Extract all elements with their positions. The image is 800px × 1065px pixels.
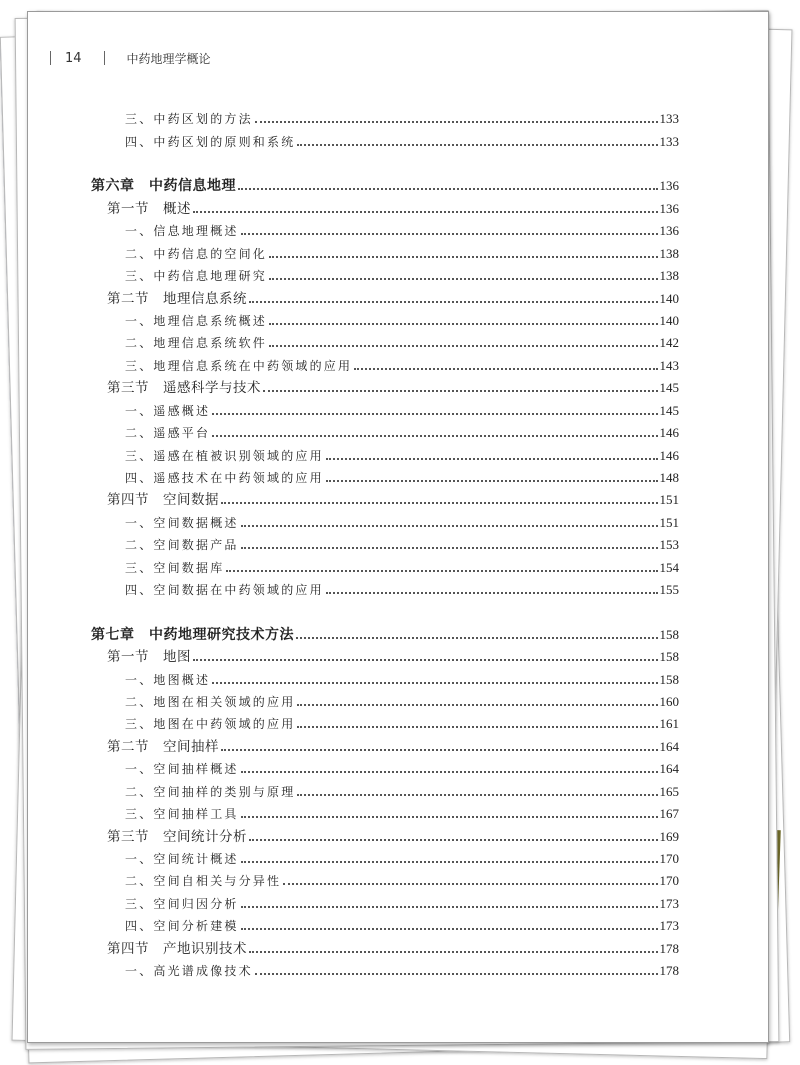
toc-item-title: 一、高光谱成像技术 — [125, 964, 253, 979]
toc-item-title: 二、中药信息的空间化 — [125, 246, 268, 261]
dot-leader — [269, 256, 657, 258]
toc-item-row[interactable] — [91, 241, 679, 263]
header-divider — [50, 51, 51, 65]
toc-item-title: 二、空间自相关与分异性 — [125, 874, 282, 889]
dot-leader — [297, 144, 657, 146]
toc-page-number: 136 — [659, 200, 679, 216]
toc-page-number: 170 — [659, 873, 679, 889]
toc-page-number: 140 — [659, 312, 679, 328]
toc-spacer — [91, 600, 679, 622]
toc-item-row[interactable] — [91, 309, 679, 331]
toc-section-row[interactable] — [91, 936, 679, 958]
toc-page-number: 161 — [659, 716, 679, 732]
toc-item-title: 一、空间数据概述 — [125, 515, 239, 530]
toc-page-number: 173 — [659, 918, 679, 934]
toc-page-number: 138 — [659, 268, 679, 284]
dot-leader — [269, 323, 657, 325]
toc-item-title: 三、遥感在植被识别领域的应用 — [125, 448, 324, 463]
toc-item-row[interactable] — [91, 891, 679, 913]
dot-leader — [326, 458, 658, 460]
dot-leader — [269, 278, 657, 280]
dot-leader — [255, 121, 658, 123]
dot-leader — [269, 345, 657, 347]
toc-item-title: 四、空间分析建模 — [125, 919, 239, 934]
table-of-contents — [91, 107, 679, 981]
toc-page-number: 155 — [659, 582, 679, 598]
toc-item-row[interactable] — [91, 959, 679, 981]
toc-item-row[interactable] — [91, 667, 679, 689]
toc-section-title: 第二节 地理信息系统 — [107, 290, 247, 307]
toc-page-number: 164 — [659, 761, 679, 777]
dot-leader — [241, 233, 658, 235]
toc-page-number: 146 — [659, 425, 679, 441]
toc-section-title: 第三节 遥感科学与技术 — [107, 380, 261, 397]
page-number: 14 — [65, 50, 82, 66]
toc-page-number: 170 — [659, 851, 679, 866]
toc-item-title: 二、空间抽样的类别与原理 — [125, 784, 296, 799]
toc-page-number: 136 — [659, 223, 679, 239]
toc-item-title: 二、地图在相关领域的应用 — [125, 694, 296, 709]
toc-item-title: 一、地图概述 — [125, 672, 211, 687]
toc-item-title: 三、空间归因分析 — [125, 896, 239, 911]
toc-item-row[interactable] — [91, 533, 679, 555]
toc-spacer — [91, 152, 679, 174]
toc-page-number: 145 — [659, 380, 679, 396]
dot-leader — [326, 592, 658, 594]
dot-leader — [212, 435, 657, 437]
toc-chapter-row[interactable] — [91, 622, 679, 644]
toc-item-title: 一、遥感概述 — [125, 403, 211, 418]
toc-item-title: 三、地图在中药领域的应用 — [125, 717, 296, 732]
dot-leader — [238, 188, 658, 190]
toc-page-number: 142 — [659, 335, 679, 351]
toc-page-number: 173 — [659, 895, 679, 911]
toc-item-title: 三、空间数据库 — [125, 560, 225, 575]
toc-item-title: 一、空间抽样概述 — [125, 762, 239, 777]
toc-section-title: 第一节 概述 — [107, 200, 191, 217]
dot-leader — [296, 637, 658, 639]
dot-leader — [263, 390, 658, 392]
dot-leader — [241, 928, 658, 930]
toc-item-row[interactable] — [91, 690, 679, 712]
toc-page-number: 164 — [659, 738, 679, 754]
toc-page-number: 178 — [659, 963, 679, 979]
running-header — [50, 47, 211, 69]
toc-page-number: 133 — [659, 133, 679, 149]
toc-item-row[interactable] — [91, 264, 679, 286]
toc-item-row[interactable] — [91, 466, 679, 488]
toc-section-row[interactable] — [91, 286, 679, 308]
toc-item-row[interactable] — [91, 331, 679, 353]
toc-page-number: 143 — [659, 357, 679, 373]
dot-leader — [297, 726, 657, 728]
toc-section-row[interactable] — [91, 196, 679, 218]
toc-item-title: 三、地理信息系统在中药领域的应用 — [125, 358, 353, 373]
toc-item-row[interactable] — [91, 914, 679, 936]
toc-item-title: 三、空间抽样工具 — [125, 807, 239, 822]
toc-page-number: 169 — [659, 828, 679, 844]
toc-page-number: 133 — [659, 111, 679, 127]
toc-item-title: 二、空间数据产品 — [125, 538, 239, 553]
toc-item-row[interactable] — [91, 510, 679, 532]
toc-item-row[interactable] — [91, 712, 679, 734]
toc-page-number: 140 — [659, 290, 679, 306]
dot-leader — [241, 861, 658, 863]
toc-page-number: 151 — [659, 514, 679, 530]
toc-item-title: 一、信息地理概述 — [125, 224, 239, 239]
toc-page-number: 153 — [659, 537, 679, 553]
book-title: 中药地理学概论 — [126, 51, 211, 66]
toc-item-row[interactable] — [91, 353, 679, 375]
toc-page-number: 148 — [659, 470, 679, 485]
dot-leader — [297, 704, 657, 706]
toc-item-row[interactable] — [91, 219, 679, 241]
dot-leader — [241, 525, 658, 527]
dot-leader — [249, 301, 658, 303]
toc-item-title: 四、中药区划的原则和系统 — [125, 134, 296, 149]
toc-section-row[interactable] — [91, 645, 679, 667]
toc-item-row[interactable] — [91, 555, 679, 577]
toc-section-title: 第四节 空间数据 — [107, 492, 219, 509]
toc-page-number: 158 — [659, 671, 679, 687]
dot-leader — [249, 951, 658, 953]
toc-item-title: 四、空间数据在中药领域的应用 — [125, 583, 324, 598]
toc-section-title: 第四节 产地识别技术 — [107, 940, 247, 957]
toc-chapter-title: 第六章 中药信息地理 — [91, 178, 236, 195]
toc-item-title: 一、空间统计概述 — [125, 852, 239, 866]
dot-leader — [221, 502, 658, 504]
toc-section-title: 第一节 地图 — [107, 649, 191, 666]
toc-page-number: 154 — [659, 559, 679, 575]
toc-item-row[interactable] — [91, 869, 679, 891]
toc-item-title: 一、地理信息系统概述 — [125, 313, 268, 328]
toc-item-row[interactable] — [91, 757, 679, 779]
toc-item-row[interactable] — [91, 398, 679, 420]
toc-page-number: 145 — [659, 402, 679, 418]
dot-leader — [193, 211, 658, 213]
dot-leader — [212, 413, 657, 415]
toc-section-title: 第三节 空间统计分析 — [107, 828, 247, 845]
toc-item-row[interactable] — [91, 129, 679, 151]
dot-leader — [226, 570, 657, 572]
toc-chapter-row[interactable] — [91, 174, 679, 196]
dot-leader — [283, 883, 657, 885]
dot-leader — [255, 973, 658, 975]
toc-item-row[interactable] — [91, 847, 679, 869]
toc-item-row[interactable] — [91, 779, 679, 801]
toc-page-number: 178 — [659, 940, 679, 956]
toc-item-row[interactable] — [91, 578, 679, 600]
toc-item-title: 三、中药区划的方法 — [125, 112, 253, 127]
toc-section-row[interactable] — [91, 376, 679, 398]
toc-chapter-title: 第七章 中药地理研究技术方法 — [91, 626, 294, 643]
toc-item-row[interactable] — [91, 802, 679, 824]
dot-leader — [297, 794, 657, 796]
toc-section-row[interactable] — [91, 824, 679, 846]
toc-page-number: 165 — [659, 783, 679, 799]
dot-leader — [241, 906, 658, 908]
dot-leader — [212, 682, 657, 684]
toc-page-number: 167 — [659, 806, 679, 822]
dot-leader — [241, 771, 658, 773]
toc-section-title: 第二节 空间抽样 — [107, 738, 219, 755]
dot-leader — [241, 816, 658, 818]
toc-section-row[interactable] — [91, 488, 679, 510]
toc-page-number: 138 — [659, 245, 679, 261]
toc-item-title: 二、遥感平台 — [125, 426, 211, 441]
toc-page-number: 158 — [659, 626, 679, 642]
toc-item-title: 二、地理信息系统软件 — [125, 336, 268, 351]
toc-page-number: 151 — [659, 492, 679, 508]
toc-item-title: 四、遥感技术在中药领域的应用 — [125, 471, 324, 485]
dot-leader — [241, 547, 658, 549]
toc-page-number: 136 — [659, 178, 679, 194]
toc-item-row[interactable] — [91, 421, 679, 443]
toc-page-number: 146 — [659, 447, 679, 463]
toc-page-number: 160 — [659, 693, 679, 709]
dot-leader — [221, 749, 658, 751]
dot-leader — [193, 659, 658, 661]
toc-section-row[interactable] — [91, 734, 679, 756]
header-divider — [104, 51, 105, 65]
toc-item-row[interactable] — [91, 443, 679, 465]
dot-leader — [354, 368, 657, 370]
toc-item-row[interactable] — [91, 107, 679, 129]
toc-page-number: 158 — [659, 649, 679, 665]
toc-item-title: 三、中药信息地理研究 — [125, 269, 268, 284]
dot-leader — [249, 839, 658, 841]
dot-leader — [326, 480, 658, 482]
